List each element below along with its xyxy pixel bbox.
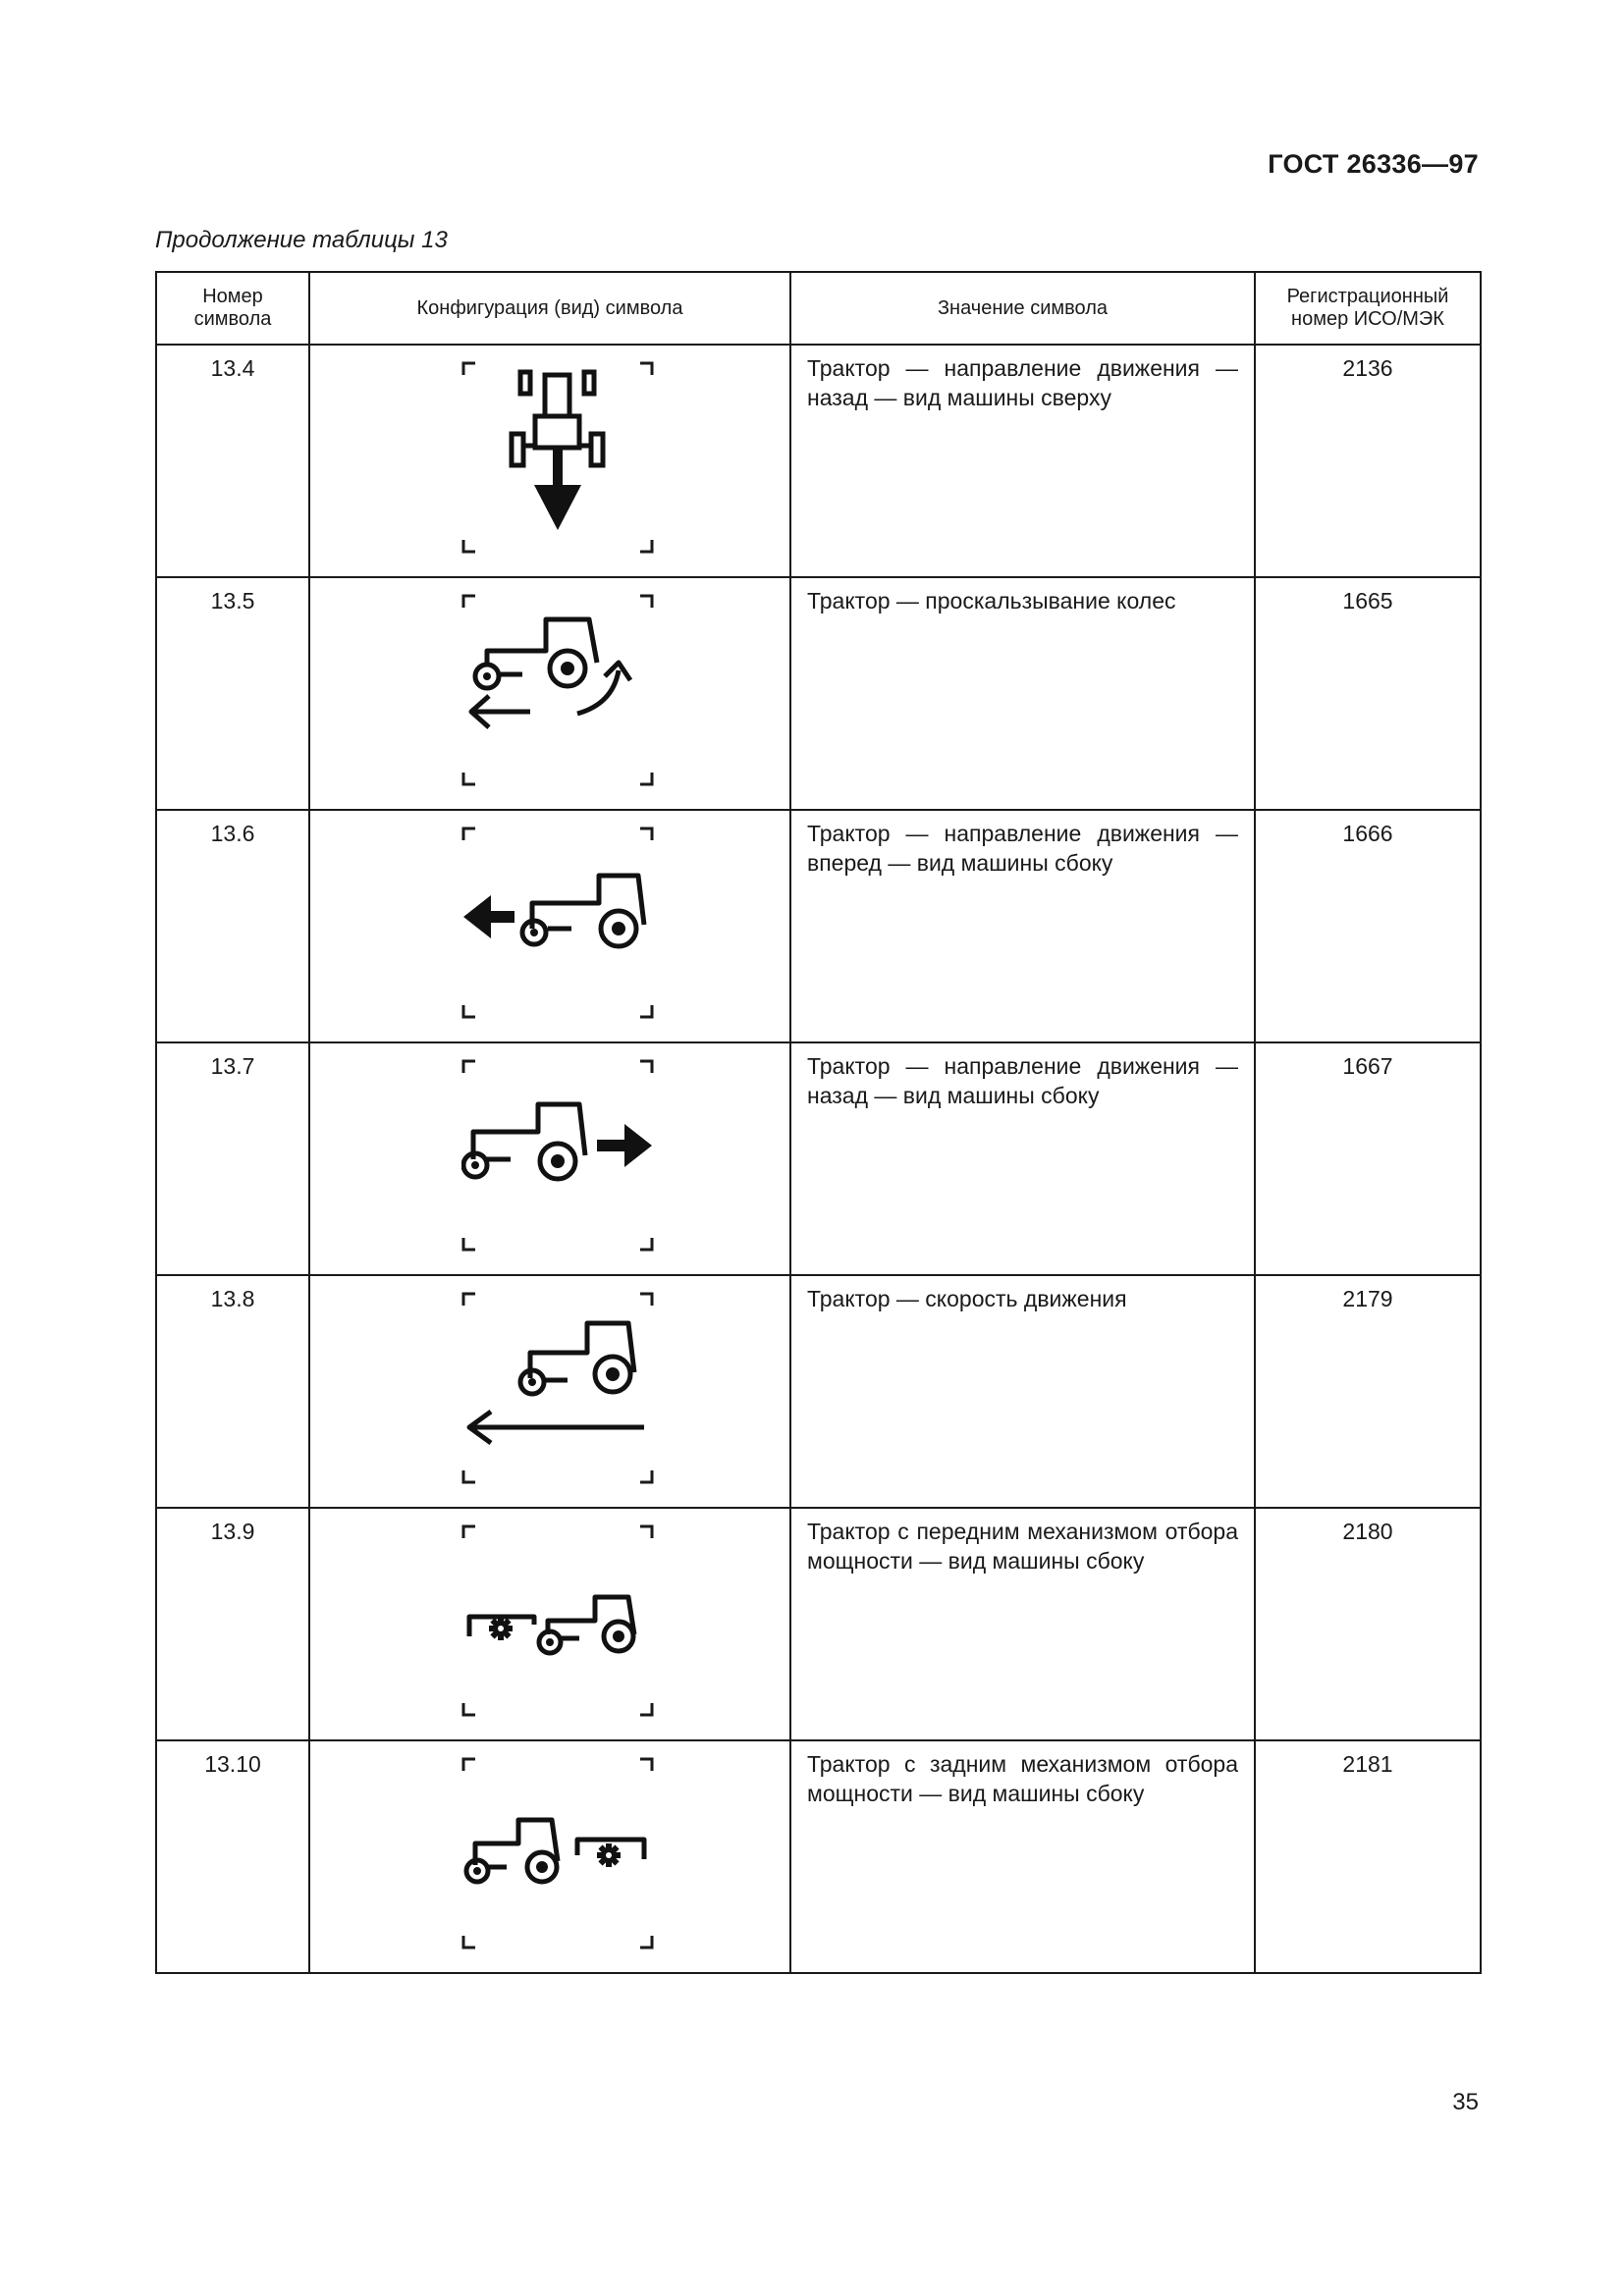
col-header-registration: Регистрационный номер ИСО/МЭК	[1255, 272, 1481, 345]
table-caption: Продолжение таблицы 13	[155, 227, 448, 253]
symbol-number: 13.4	[156, 345, 309, 577]
symbol-configuration-cell	[309, 1508, 790, 1740]
symbol-number: 13.9	[156, 1508, 309, 1740]
table-row	[156, 1042, 1481, 1275]
symbol-meaning: Трактор с передним механизмом отбора мощности — вид машины сбоку	[790, 1508, 1255, 1740]
registration-number: 1666	[1255, 810, 1481, 1042]
registration-number: 2180	[1255, 1508, 1481, 1740]
symbols-table	[155, 271, 1482, 1974]
symbol-configuration-cell	[309, 1042, 790, 1275]
registration-number: 2136	[1255, 345, 1481, 577]
symbol-number: 13.8	[156, 1275, 309, 1508]
registration-number: 1667	[1255, 1042, 1481, 1275]
symbol-configuration-cell	[309, 345, 790, 577]
tractor-rear-pto-icon	[461, 1757, 654, 1949]
symbol-configuration-cell	[309, 1740, 790, 1973]
symbol-meaning: Трактор — скорость движения	[790, 1275, 1255, 1508]
symbol-number: 13.7	[156, 1042, 309, 1275]
document-standard-code: ГОСТ 26336—97	[1268, 149, 1479, 179]
symbol-meaning: Трактор с задним механизмом отбора мощности — вид машины сбоку	[790, 1740, 1255, 1973]
symbol-number: 13.5	[156, 577, 309, 810]
registration-number: 1665	[1255, 577, 1481, 810]
col-header-configuration: Конфигурация (вид) символа	[309, 272, 790, 345]
table-row	[156, 345, 1481, 577]
page-number: 35	[1452, 2089, 1479, 2115]
symbol-number: 13.10	[156, 1740, 309, 1973]
table-row	[156, 1740, 1481, 1973]
col-header-number: Номер символа	[156, 272, 309, 345]
registration-number: 2179	[1255, 1275, 1481, 1508]
symbol-meaning: Трактор — направление движения — назад — вид машины сверху	[790, 345, 1255, 577]
symbol-configuration-cell	[309, 1275, 790, 1508]
symbol-meaning: Трактор — направление движения — вперед — вид машины сбоку	[790, 810, 1255, 1042]
table-row	[156, 1275, 1481, 1508]
symbol-meaning: Трактор — направление движения — назад — вид машины сбоку	[790, 1042, 1255, 1275]
registration-number: 2181	[1255, 1740, 1481, 1973]
table-row	[156, 810, 1481, 1042]
symbol-number: 13.6	[156, 810, 309, 1042]
tractor-speed-icon	[461, 1292, 654, 1484]
tractor-side-forward-icon	[461, 827, 654, 1019]
symbol-meaning: Трактор — проскальзывание колес	[790, 577, 1255, 810]
table-row	[156, 1508, 1481, 1740]
tractor-side-backward-icon	[461, 1059, 654, 1252]
col-header-meaning: Значение символа	[790, 272, 1255, 345]
symbol-configuration-cell	[309, 577, 790, 810]
table-row	[156, 577, 1481, 810]
tractor-wheel-slip-icon	[461, 594, 654, 786]
tractor-front-pto-icon	[461, 1524, 654, 1717]
tractor-top-view-arrow-back-icon	[461, 361, 654, 554]
symbol-configuration-cell	[309, 810, 790, 1042]
